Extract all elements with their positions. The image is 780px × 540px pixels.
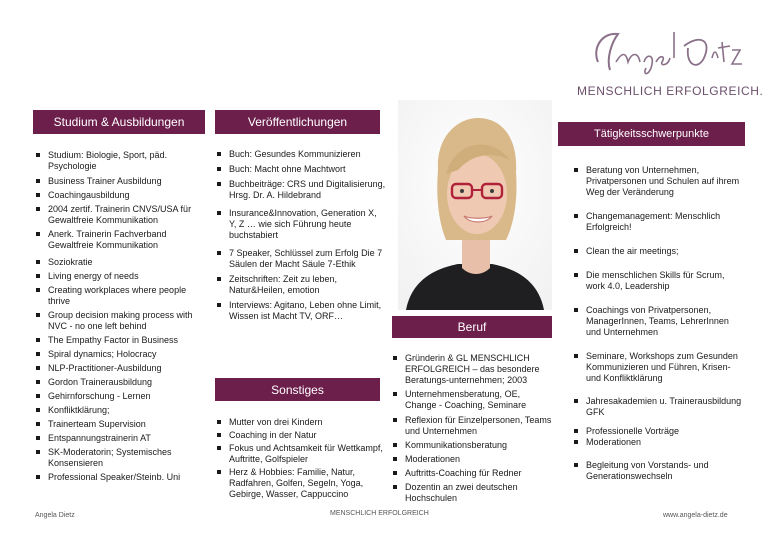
header-beruf: Beruf: [392, 316, 552, 338]
list-item: Creating workplaces where people thrive: [35, 285, 207, 307]
list-item: Seminare, Workshops zum Gesunden Kommunizieren und Führen, Krisen- und Konfliktklärung: [573, 351, 745, 384]
list-item: Buch: Macht ohne Machtwort: [216, 164, 386, 175]
list-item: Entspannungstrainerin AT: [35, 433, 207, 444]
list-item: Coaching in der Natur: [216, 430, 388, 441]
list-item: Coachingausbildung: [35, 190, 207, 201]
list-item: Living energy of needs: [35, 271, 207, 282]
list-item: Beratung von Unternehmen, Privatpersonen und Schulen auf ihrem Weg der Veränderung: [573, 165, 745, 198]
footer-website[interactable]: www.angela-dietz.de: [663, 512, 728, 519]
header-sonstiges: Sonstiges: [215, 378, 380, 401]
list-item: Dozentin an zwei deutschen Hochschulen: [392, 482, 552, 504]
list-item: 2004 zertif. Trainerin CNVS/USA für Gewaltfreie Kommunikation: [35, 204, 207, 226]
list-beruf: [392, 353, 552, 504]
list-sonstiges: [216, 417, 388, 500]
list-item: Die menschlichen Skills für Scrum, work 4.0, Leadership: [573, 270, 745, 292]
list-item: Business Trainer Ausbildung: [35, 176, 207, 187]
list-item: Spiral dynamics; Holocracy: [35, 349, 207, 360]
list-item: Professional Speaker/Steinb. Uni: [35, 472, 207, 483]
list-studium: [35, 150, 207, 483]
header-veroeffentlichungen: Veröffentlichungen: [215, 110, 380, 134]
list-item: Fokus und Achtsamkeit für Wettkampf, Auftritte, Golfspieler: [216, 443, 388, 465]
list-item: Gehirnforschung - Lernen: [35, 391, 207, 402]
list-taetigkeit: [573, 165, 745, 482]
logo-tagline: MENSCHLICH ERFOLGREICH.: [577, 84, 764, 98]
header-taetigkeit: Tätigkeitsschwerpunkte: [558, 122, 745, 146]
list-item: Konfliktklärung;: [35, 405, 207, 416]
list-item: Coachings von Privatpersonen, ManagerInnen, Teams, LehrerInnen und Unternehmen: [573, 305, 745, 338]
list-item: Gordon Trainerausbildung: [35, 377, 207, 388]
signature-logo: [588, 18, 748, 86]
list-item: Unternehmensberatung, OE, Change - Coaching, Seminare: [392, 389, 552, 411]
list-item: Mutter von drei Kindern: [216, 417, 388, 428]
list-item: The Empathy Factor in Business: [35, 335, 207, 346]
list-item: Moderationen: [392, 454, 552, 465]
list-item: Herz & Hobbies: Familie, Natur, Radfahren, Golfen, Segeln, Yoga, Gebirge, Wasser, Cappuccino: [216, 467, 388, 500]
list-item: Soziokratie: [35, 257, 207, 268]
list-item: Insurance&Innovation, Generation X, Y, Z … wie sich Führung heute buchstabiert: [216, 208, 386, 241]
list-veroeffentlichungen: [216, 149, 386, 322]
list-item: Group decision making process with NVC - no one left behind: [35, 310, 207, 332]
footer-tagline: MENSCHLICH ERFOLGREICH: [330, 510, 429, 517]
list-item: Kommunikationsberatung: [392, 440, 552, 451]
list-item: Interviews: Agitano, Leben ohne Limit, Wissen ist Macht TV, ORF…: [216, 300, 386, 322]
list-item: Clean the air meetings;: [573, 246, 745, 257]
list-item: Auftritts-Coaching für Redner: [392, 468, 552, 479]
list-item: Changemanagement: Menschlich Erfolgreich!: [573, 211, 745, 233]
list-item: Begleitung von Vorstands- und Generationswechseln: [573, 460, 745, 482]
list-item: Gründerin & GL MENSCHLICH ERFOLGREICH – das besondere Beratungs-unternehmen; 2003: [392, 353, 552, 386]
list-item: Buchbeiträge: CRS und Digitalisierung, Hrsg. Dr. A. Hildebrand: [216, 179, 386, 201]
list-item: Anerk. Trainerin Fachverband Gewaltfreie Kommunikation: [35, 229, 207, 251]
list-item: Jahresakademien u. Trainerausbildung GFK: [573, 396, 745, 418]
list-item: Studium: Biologie, Sport, päd. Psychologie: [35, 150, 207, 172]
header-studium: Studium & Ausbildungen: [33, 110, 205, 134]
list-item: NLP-Practitioner-Ausbildung: [35, 363, 207, 374]
list-item: Moderationen: [573, 437, 745, 448]
footer-name: Angela Dietz: [35, 512, 75, 519]
list-item: Zeitschriften: Zeit zu leben, Natur&Heilen, emotion: [216, 274, 386, 296]
list-item: Professionelle Vorträge: [573, 426, 745, 437]
list-item: 7 Speaker, Schlüssel zum Erfolg Die 7 Säulen der Macht Säule 7-Ethik: [216, 248, 386, 270]
list-item: Reflexion für Einzelpersonen, Teams und Unternehmen: [392, 415, 552, 437]
list-item: Trainerteam Supervision: [35, 419, 207, 430]
list-item: Buch: Gesundes Kommunizieren: [216, 149, 386, 160]
portrait-photo: [398, 100, 552, 310]
list-item: SK-Moderatorin; Systemisches Konsensieren: [35, 447, 207, 469]
